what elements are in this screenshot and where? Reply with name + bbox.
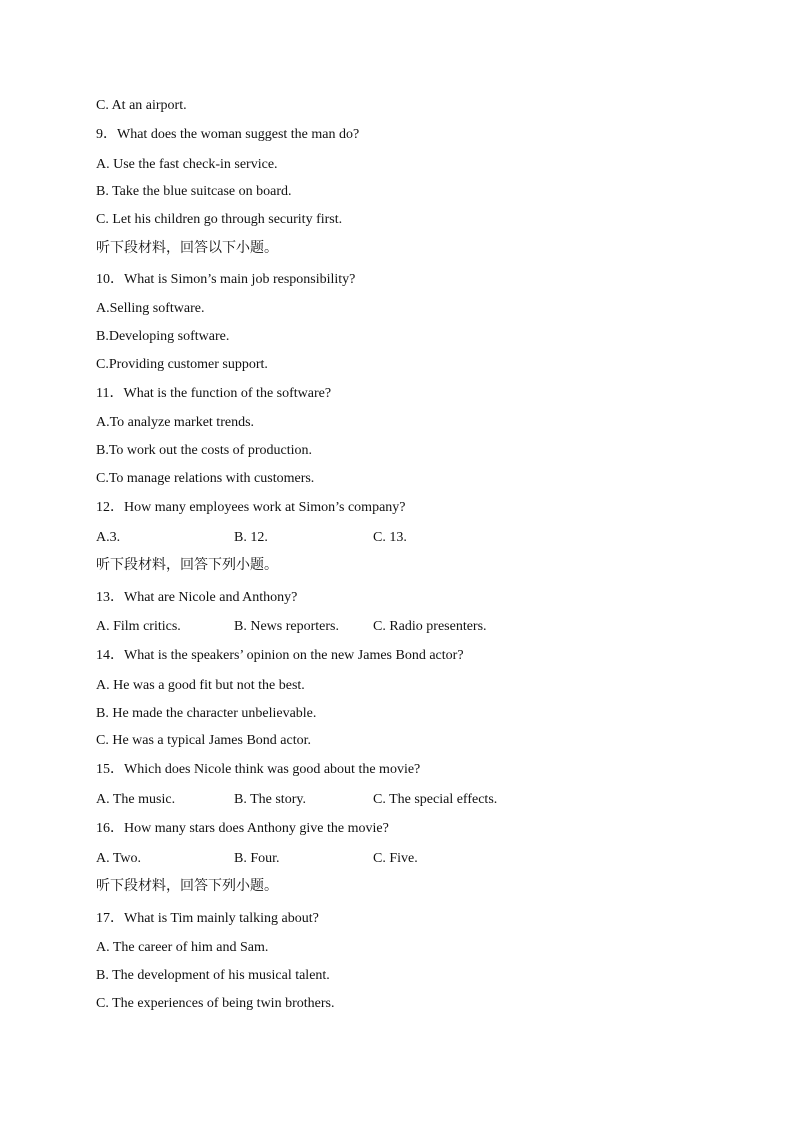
q9-option-a: A. Use the fast check-in service. (96, 157, 278, 172)
question-16: 16．How many stars does Anthony give the movie? (96, 821, 389, 836)
q8-option-c: C. At an airport. (96, 98, 187, 113)
q12-option-b: B. 12. (234, 530, 268, 545)
q11-option-a: A.To analyze market trends. (96, 415, 255, 430)
q9-option-b: B. Take the blue suitcase on board. (96, 184, 292, 199)
q16-option-a: A. Two. (96, 851, 142, 866)
question-13: 13．What are Nicole and Anthony? (96, 590, 298, 605)
q14-option-a: A. He was a good fit but not the best. (96, 678, 305, 693)
question-9: 9．What does the woman suggest the man do? (96, 127, 360, 142)
question-11: 11．What is the function of the software? (96, 386, 332, 401)
section-instruction: 听下段材料，回答下列小题。 (96, 878, 278, 894)
q13-option-b: B. News reporters. (234, 619, 339, 634)
q10-option-a: A.Selling software. (96, 301, 205, 316)
section-instruction: 听下段材料，回答下列小题。 (96, 557, 278, 573)
q17-option-c: C. The experiences of being twin brothers. (96, 996, 335, 1011)
section-instruction: 听下段材料，回答以下小题。 (96, 240, 278, 256)
q15-option-a: A. The music. (96, 792, 176, 807)
q17-option-b: B. The development of his musical talent. (96, 968, 330, 983)
question-10: 10．What is Simon’s main job responsibility? (96, 272, 356, 287)
q15-option-c: C. The special effects. (373, 792, 498, 807)
q10-option-c: C.Providing customer support. (96, 357, 268, 372)
q14-option-b: B. He made the character unbelievable. (96, 706, 317, 721)
q9-option-c: C. Let his children go through security first. (96, 212, 343, 227)
q13-option-a: A. Film critics. (96, 619, 181, 634)
q10-option-b: B.Developing software. (96, 329, 230, 344)
q11-option-c: C.To manage relations with customers. (96, 471, 315, 486)
q12-option-a: A.3. (96, 530, 121, 545)
q17-option-a: A. The career of him and Sam. (96, 940, 269, 955)
question-12: 12．How many employees work at Simon’s company? (96, 500, 406, 515)
q12-option-c: C. 13. (373, 530, 407, 545)
question-14: 14．What is the speakers’ opinion on the new James Bond actor? (96, 648, 464, 663)
q11-option-b: B.To work out the costs of production. (96, 443, 312, 458)
q14-option-c: C. He was a typical James Bond actor. (96, 733, 312, 748)
q16-option-b: B. Four. (234, 851, 280, 866)
q13-option-c: C. Radio presenters. (373, 619, 487, 634)
question-17: 17．What is Tim mainly talking about? (96, 911, 319, 926)
question-15: 15．Which does Nicole think was good about the movie? (96, 762, 421, 777)
q15-option-b: B. The story. (234, 792, 306, 807)
q16-option-c: C. Five. (373, 851, 418, 866)
